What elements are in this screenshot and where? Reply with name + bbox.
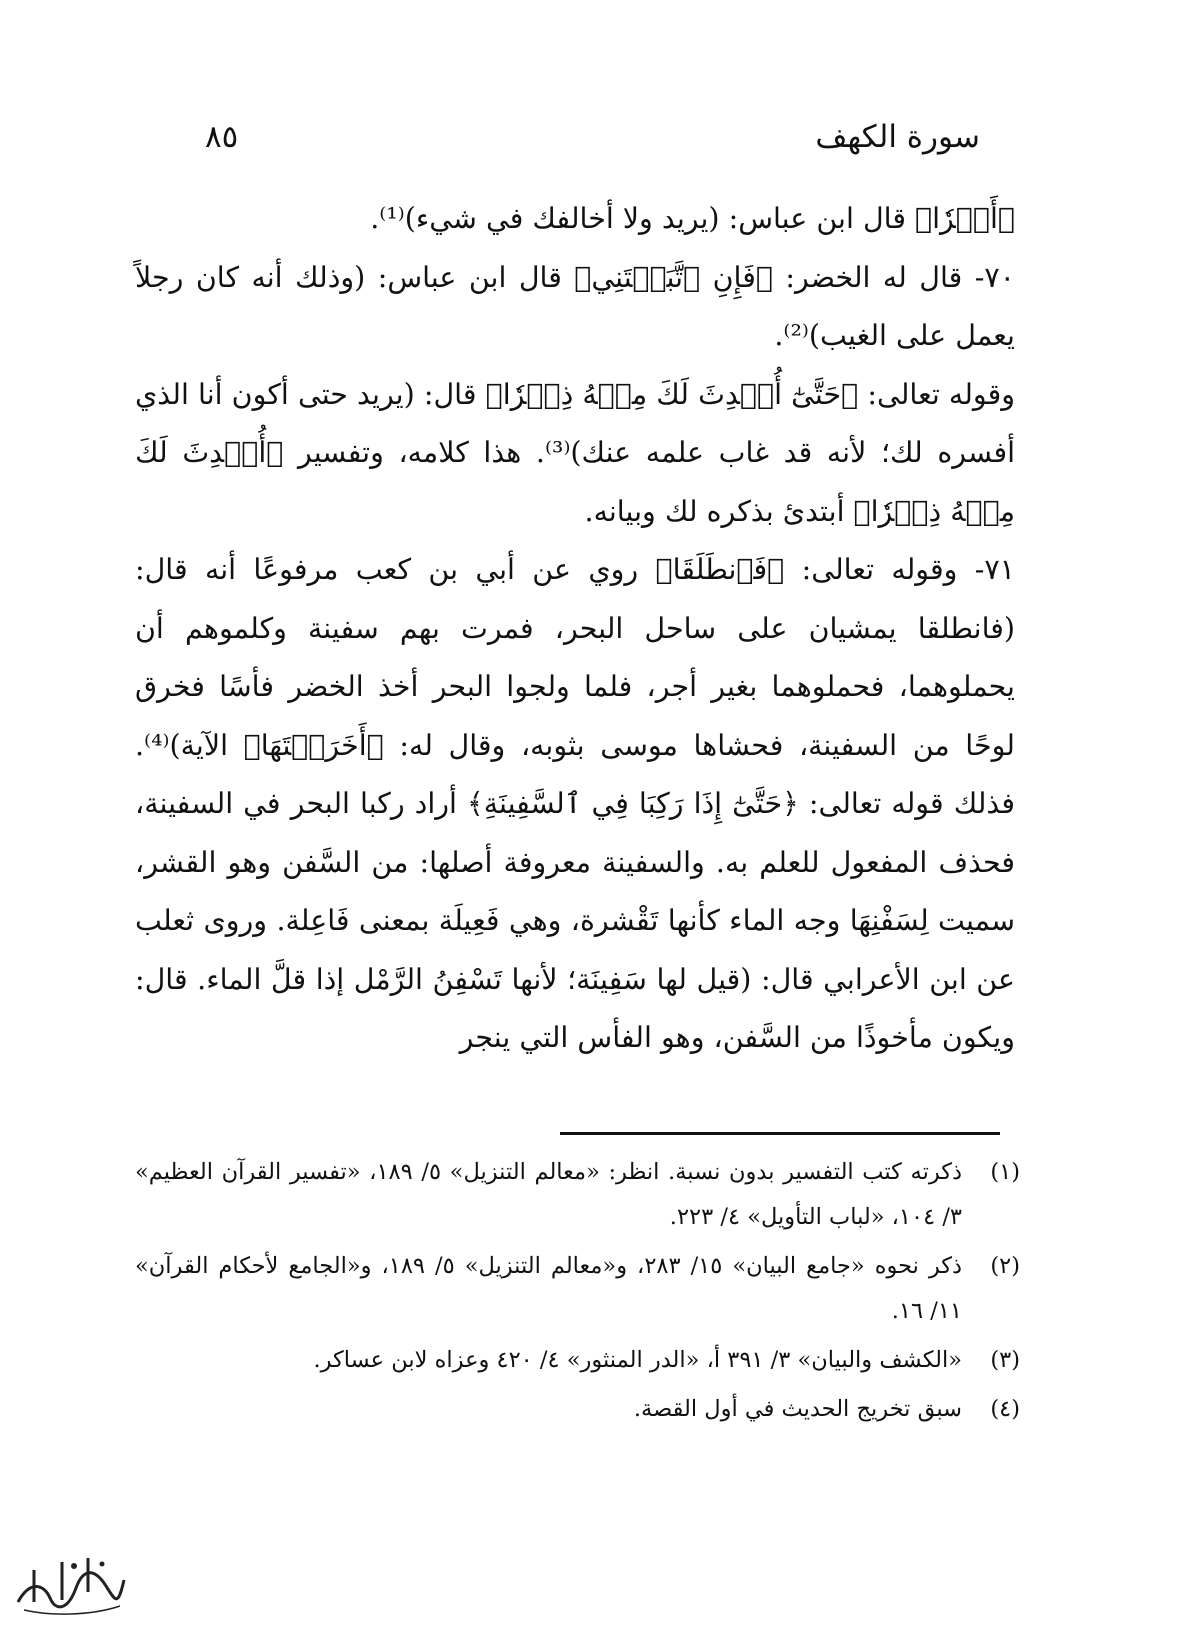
main-text: [135, 190, 1015, 1068]
footnote-item: [135, 1338, 1020, 1383]
footnote-item: [135, 1387, 1020, 1432]
paragraph: وقوله تعالى: ﴿حَتَّىٰٓ أُحۡدِثَ لَكَ مِنۡهُ ذِكۡرٗا﴾ قال: (يريد حتى أكون أنا الذي أفسره لك؛ لأنه قد غاب علمه عنك)⁽³⁾. هذا كلامه، وتفسير ﴿أُحۡدِثَ لَكَ مِنۡهُ ذِكۡرٗا﴾ أبتدئ بذكره لك وبيانه.: [135, 377, 1015, 528]
paragraph: ٧١- وقوله تعالى: ﴿فَٱنطَلَقَا﴾ روي عن أبي بن كعب مرفوعًا أنه قال: (فانطلقا يمشيان على ساحل البحر، فمرت بهم سفينة وكلموهم أن يحملوهما، فحملوهما بغير أجر، فلما ولجوا البحر أخذ الخضر فأسًا فخرق لوحًا من السفينة، فحشاها موسى بثوبه، وقال له: ﴿أَخَرَقۡتَهَا﴾ الآية)⁽⁴⁾. فذلك قوله تعالى: ﴿حَتَّىٰٓ إِذَا رَكِبَا فِي ٱلسَّفِينَةِ﴾ أراد ركبا البحر في السفينة، فحذف المفعول للعلم به. والسفينة معروفة أصلها: من السَّفن وهو القشر، سميت لِسَفْنِهَا وجه الماء كأنها تَقْشرة، وهي فَعِيلَة بمعنى فَاعِلة. وروى ثعلب عن ابن الأعرابي قال: (قيل لها سَفِينَة؛ لأنها تَسْفِنُ الرَّمْل إذا قلَّ الماء. قال: ويكون مأخوذًا من السَّفن، وهو الفأس التي ينجر: [135, 553, 1015, 1054]
running-header: [205, 112, 980, 162]
footnote-text: سبق تخريج الحديث في أول القصة.: [633, 1396, 962, 1422]
calligraphic-seal: [10, 1540, 130, 1620]
seal-logo-icon: [10, 1540, 130, 1620]
chapter-title: سورة الكهف: [815, 119, 980, 155]
footnote-number: (٢): [990, 1253, 1020, 1279]
footnotes: [135, 1150, 1020, 1436]
footnote-item: [135, 1150, 1020, 1240]
footnote-number: (٣): [990, 1347, 1020, 1373]
footnote-number: (١): [990, 1159, 1020, 1185]
paragraph: ٧٠- قال له الخضر: ﴿فَإِنِ ٱتَّبَعۡتَنِي﴾ قال ابن عباس: (وذلك أنه كان رجلاً يعمل على الغيب)⁽²⁾.: [135, 260, 1015, 352]
paragraph: ﴿أَمۡرٗا﴾ قال ابن عباس: (يريد ولا أخالفك في شيء)⁽¹⁾.: [370, 202, 1015, 235]
footnote-text: «الكشف والبيان» ٣/ ٣٩١ أ، «الدر المنثور» ٤/ ٤٢٠ وعزاه لابن عساكر.: [313, 1347, 962, 1373]
footnote-number: (٤): [990, 1396, 1020, 1422]
footnote-divider: [560, 1132, 1000, 1135]
footnote-text: ذكر نحوه «جامع البيان» ١٥/ ٢٨٣، و«معالم التنزيل» ٥/ ١٨٩، و«الجامع لأحكام القرآن» ١١/ ١٦.: [135, 1253, 963, 1324]
page-number: ٨٥: [205, 119, 239, 155]
footnote-text: ذكرته كتب التفسير بدون نسبة. انظر: «معالم التنزيل» ٥/ ١٨٩، «تفسير القرآن العظيم» ٣/ ١٠٤، «لباب التأويل» ٤/ ٢٢٣.: [135, 1159, 962, 1230]
footnote-item: [135, 1244, 1020, 1334]
